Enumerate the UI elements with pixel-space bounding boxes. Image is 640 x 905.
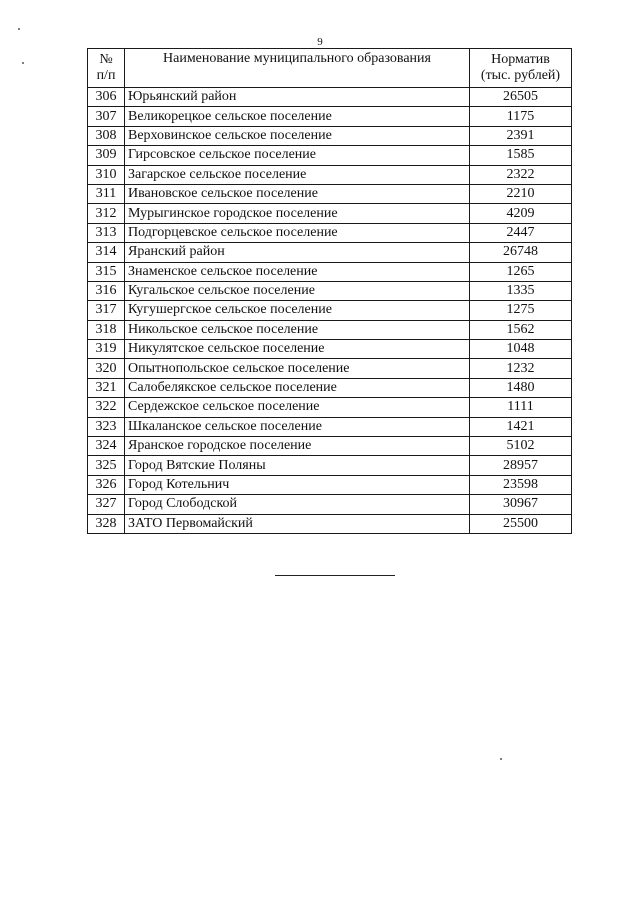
row-num: 322 bbox=[88, 398, 125, 417]
row-name: Город Слободской bbox=[125, 495, 470, 514]
header-num-line1: № bbox=[99, 52, 113, 67]
table-row bbox=[88, 359, 572, 378]
table-row bbox=[88, 437, 572, 456]
table-row bbox=[88, 126, 572, 145]
table-row bbox=[88, 262, 572, 281]
row-num: 308 bbox=[88, 126, 125, 145]
table-row bbox=[88, 475, 572, 494]
row-value: 1265 bbox=[470, 262, 572, 281]
row-name: Знаменское сельское поселение bbox=[125, 262, 470, 281]
table-row bbox=[88, 398, 572, 417]
row-value: 28957 bbox=[470, 456, 572, 475]
row-num: 316 bbox=[88, 281, 125, 300]
table-row bbox=[88, 243, 572, 262]
row-name: Кугушергское сельское поселение bbox=[125, 301, 470, 320]
table-row bbox=[88, 514, 572, 533]
row-num: 313 bbox=[88, 223, 125, 242]
row-num: 317 bbox=[88, 301, 125, 320]
table-row bbox=[88, 378, 572, 397]
row-value: 1275 bbox=[470, 301, 572, 320]
row-name: Город Котельнич bbox=[125, 475, 470, 494]
row-value: 1335 bbox=[470, 281, 572, 300]
table-row bbox=[88, 107, 572, 126]
header-num-line2: п/п bbox=[96, 68, 116, 83]
row-value: 2391 bbox=[470, 126, 572, 145]
row-value: 1480 bbox=[470, 378, 572, 397]
row-name: Великорецкое сельское поселение bbox=[125, 107, 470, 126]
row-num: 311 bbox=[88, 184, 125, 203]
row-value: 26748 bbox=[470, 243, 572, 262]
row-num: 323 bbox=[88, 417, 125, 436]
row-value: 23598 bbox=[470, 475, 572, 494]
row-name: Кугальское сельское поселение bbox=[125, 281, 470, 300]
row-num: 312 bbox=[88, 204, 125, 223]
row-value: 30967 bbox=[470, 495, 572, 514]
scan-speck bbox=[22, 62, 24, 64]
row-value: 1111 bbox=[470, 398, 572, 417]
row-name: Сердежское сельское поселение bbox=[125, 398, 470, 417]
row-name: Яранский район bbox=[125, 243, 470, 262]
table-row bbox=[88, 417, 572, 436]
row-value: 1232 bbox=[470, 359, 572, 378]
row-name: Верховинское сельское поселение bbox=[125, 126, 470, 145]
header-value-line2: (тыс. рублей) bbox=[480, 68, 561, 83]
row-value: 2322 bbox=[470, 165, 572, 184]
table-row bbox=[88, 184, 572, 203]
row-name: Юрьянский район bbox=[125, 88, 470, 107]
table-row bbox=[88, 301, 572, 320]
row-name: Город Вятские Поляны bbox=[125, 456, 470, 475]
row-num: 306 bbox=[88, 88, 125, 107]
row-name: Шкаланское сельское поселение bbox=[125, 417, 470, 436]
row-num: 307 bbox=[88, 107, 125, 126]
row-name: Загарское сельское поселение bbox=[125, 165, 470, 184]
page-number: 9 bbox=[317, 36, 323, 48]
row-name: Никулятское сельское поселение bbox=[125, 340, 470, 359]
header-name: Наименование муниципального образования bbox=[125, 49, 470, 88]
row-name: Мурыгинское городское поселение bbox=[125, 204, 470, 223]
row-num: 327 bbox=[88, 495, 125, 514]
row-num: 310 bbox=[88, 165, 125, 184]
table-header-row bbox=[88, 49, 572, 88]
separator-line bbox=[275, 575, 395, 576]
row-name: Никольское сельское поселение bbox=[125, 320, 470, 339]
table-row bbox=[88, 146, 572, 165]
row-name: ЗАТО Первомайский bbox=[125, 514, 470, 533]
norm-table bbox=[87, 48, 572, 534]
table-row bbox=[88, 456, 572, 475]
table-row bbox=[88, 223, 572, 242]
table-row bbox=[88, 495, 572, 514]
row-name: Подгорцевское сельское поселение bbox=[125, 223, 470, 242]
row-num: 319 bbox=[88, 340, 125, 359]
scan-speck bbox=[18, 28, 20, 30]
row-value: 5102 bbox=[470, 437, 572, 456]
row-value: 1175 bbox=[470, 107, 572, 126]
row-value: 1421 bbox=[470, 417, 572, 436]
table-row bbox=[88, 165, 572, 184]
header-num bbox=[88, 49, 125, 88]
table-row bbox=[88, 281, 572, 300]
row-num: 321 bbox=[88, 378, 125, 397]
scan-speck bbox=[500, 758, 502, 760]
row-value: 26505 bbox=[470, 88, 572, 107]
row-value: 2210 bbox=[470, 184, 572, 203]
table-row bbox=[88, 340, 572, 359]
row-name: Салобелякское сельское поселение bbox=[125, 378, 470, 397]
row-name: Ивановское сельское поселение bbox=[125, 184, 470, 203]
row-num: 315 bbox=[88, 262, 125, 281]
header-value bbox=[470, 49, 572, 88]
row-name: Яранское городское поселение bbox=[125, 437, 470, 456]
table-row bbox=[88, 88, 572, 107]
row-value: 1562 bbox=[470, 320, 572, 339]
row-name: Гирсовское сельское поселение bbox=[125, 146, 470, 165]
header-value-line1: Норматив bbox=[491, 52, 550, 67]
table-row bbox=[88, 320, 572, 339]
row-value: 1048 bbox=[470, 340, 572, 359]
row-num: 318 bbox=[88, 320, 125, 339]
row-num: 320 bbox=[88, 359, 125, 378]
table-row bbox=[88, 204, 572, 223]
row-num: 314 bbox=[88, 243, 125, 262]
row-value: 1585 bbox=[470, 146, 572, 165]
row-num: 324 bbox=[88, 437, 125, 456]
table-body bbox=[88, 88, 572, 534]
row-num: 328 bbox=[88, 514, 125, 533]
row-value: 25500 bbox=[470, 514, 572, 533]
row-name: Опытнопольское сельское поселение bbox=[125, 359, 470, 378]
row-num: 309 bbox=[88, 146, 125, 165]
row-num: 325 bbox=[88, 456, 125, 475]
row-value: 4209 bbox=[470, 204, 572, 223]
row-num: 326 bbox=[88, 475, 125, 494]
row-value: 2447 bbox=[470, 223, 572, 242]
